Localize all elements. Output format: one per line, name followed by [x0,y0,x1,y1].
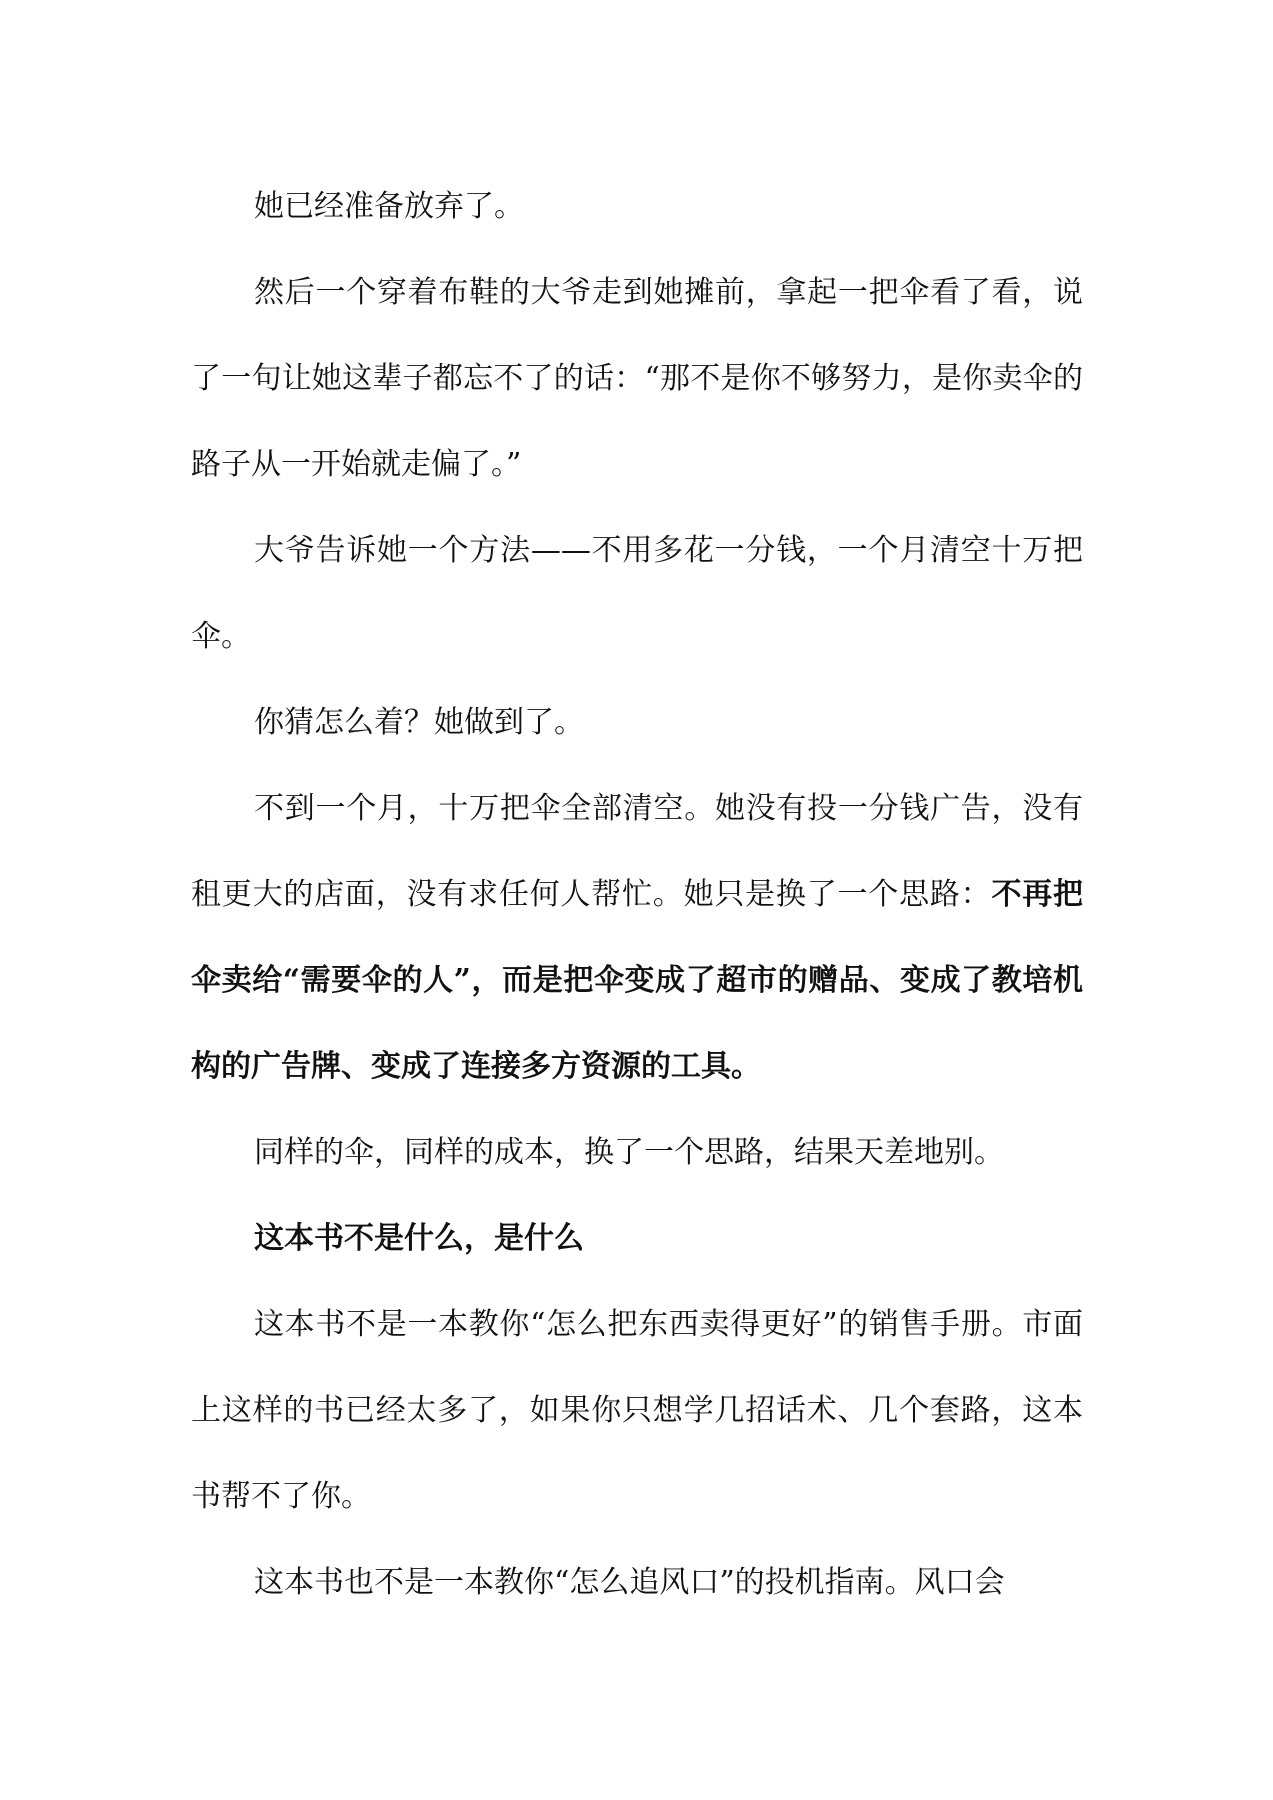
paragraph-7: 这本书不是一本教你“怎么把东西卖得更好”的销售手册。市面上这样的书已经太多了，如果你只想学几招话术、几个套路，这本书帮不了你。 [191,1307,1083,1514]
paragraph-8: 这本书也不是一本教你“怎么追风口”的投机指南。风口会 [254,1565,1005,1600]
paragraph-3: 大爷告诉她一个方法——不用多花一分钱，一个月清空十万把伞。 [191,533,1083,654]
body-text [191,164,1083,1626]
paragraph-5-plain: 不到一个月，十万把伞全部清空。她没有投一分钱广告，没有租更大的店面，没有求任何人帮忙。她只是换了一个思路： [191,791,1083,912]
paragraph-4: 你猜怎么着？她做到了。 [254,705,584,740]
paragraph-5 [191,766,1083,1110]
paragraph-2: 然后一个穿着布鞋的大爷走到她摊前，拿起一把伞看了看，说了一句让她这辈子都忘不了的话：“那不是你不够努力，是你卖伞的路子从一开始就走偏了。” [191,275,1083,482]
paragraph-1: 她已经准备放弃了。 [254,189,524,224]
paragraph-6: 同样的伞，同样的成本，换了一个思路，结果天差地别。 [254,1135,1004,1170]
paragraph-5-bold: 不再把伞卖给“需要伞的人”，而是把伞变成了超市的赠品、变成了教培机构的广告牌、变成了连接多方资源的工具。 [191,877,1084,1084]
section-heading: 这本书不是什么，是什么 [254,1221,584,1256]
